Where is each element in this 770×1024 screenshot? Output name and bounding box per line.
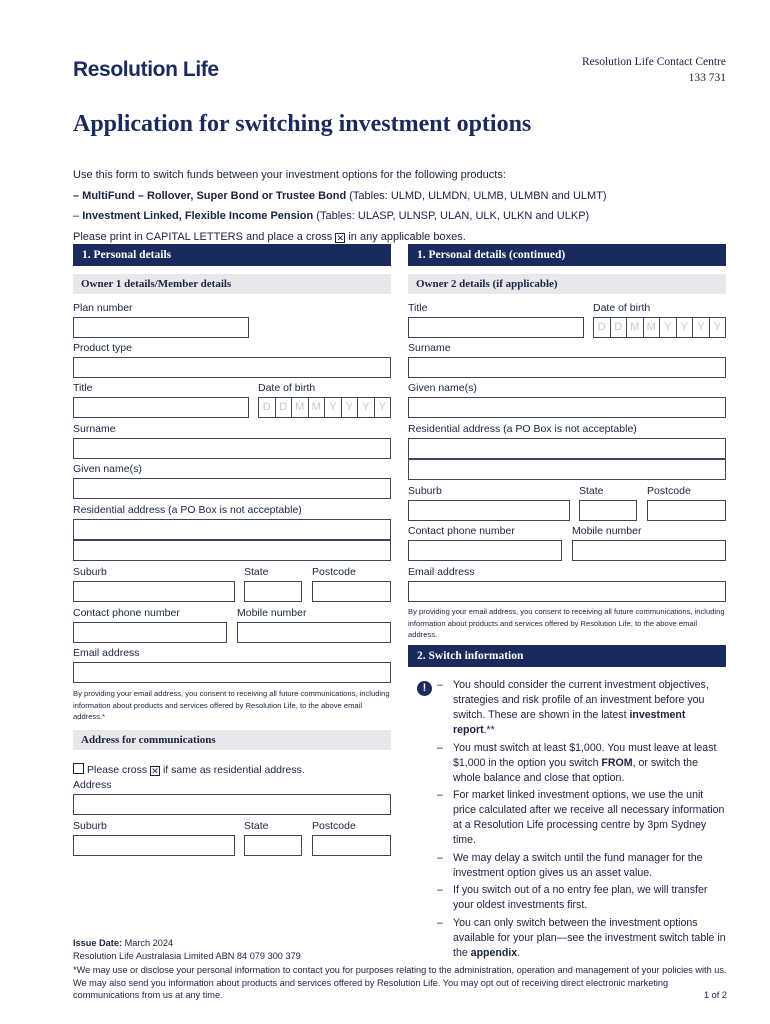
owner2-surname-label: Surname [408,342,451,354]
comm-state-label: State [244,820,269,832]
issue-date [73,937,403,950]
owner2-address-label: Residential address (a PO Box is not acceptable) [408,423,637,435]
intro-multifund-tables: (Tables: ULMD, ULMDN, ULMB, ULMBN and ULMT) [346,189,607,202]
footer-issue-block [73,937,403,962]
bullet-2-bold: FROM [601,756,633,769]
owner2-postcode-label: Postcode [647,485,691,497]
list-item [437,741,726,786]
section-1-continued-header: 1. Personal details (continued) [408,244,726,266]
comm-postcode-label: Postcode [312,820,356,832]
switch-info-list [437,678,726,963]
dob-cell: M [627,318,644,337]
page-title: Application for switching investment options [73,111,532,137]
comm-address-header: Address for communications [73,730,391,750]
comm-address-label: Address [73,779,112,791]
issue-date-label: Issue Date: [73,938,123,948]
intro-line-1: Use this form to switch funds between your investment options for the following products: [73,169,506,181]
comm-address-field[interactable] [73,794,391,815]
list-item [437,678,726,738]
dob-cell: Y [342,398,359,417]
owner1-state-label: State [244,566,269,578]
comm-suburb-label: Suburb [73,820,107,832]
contact-centre-phone: 133 731 [688,72,726,84]
owner1-dob-field[interactable] [258,397,391,418]
owner1-address-line2[interactable] [73,540,391,561]
list-item: – We may delay a switch until the fund manager for the investment option gives us an asset value. [437,851,726,881]
bullet-1-a: You should consider the current investment objectives, strategies and risk profile of an investment before you switch. These are shown in the latest [453,679,709,721]
owner2-suburb-label: Suburb [408,485,442,497]
intro-instruction-b: in any applicable boxes. [345,230,466,243]
issue-date-value: March 2024 [122,938,174,948]
section-2-header: 2. Switch information [408,645,726,667]
same-address-checkbox[interactable] [73,763,84,774]
owner2-state-field[interactable] [579,500,637,521]
footer-disclaimer: *We may use or disclose your personal information to contact you for purposes relating to the administration, operation and management of your policies with us. We may also send you information about products and services offered by Resolution Life. You may opt out of receiving direct electronic marketing communications from us at any time. [73,965,727,1000]
owner1-suburb-label: Suburb [73,566,107,578]
dob-cell: M [292,398,309,417]
owner1-email-field[interactable] [73,662,391,683]
dob-cell: Y [693,318,710,337]
owner2-address-line2[interactable] [408,459,726,480]
owner1-address-line1[interactable] [73,519,391,540]
product-type-field[interactable] [73,357,391,378]
owner1-given-names-label: Given name(s) [73,463,142,475]
owner1-email-label: Email address [73,647,140,659]
dob-cell: Y [358,398,375,417]
owner2-postcode-field[interactable] [647,500,726,521]
owner2-state-label: State [579,485,604,497]
owner2-mobile-field[interactable] [572,540,726,561]
company-line: Resolution Life Australasia Limited ABN 84 079 300 379 [73,950,301,961]
intro-dash: – [73,210,83,222]
dob-cell: M [644,318,661,337]
intro-investment-linked-tables: (Tables: ULASP, ULNSP, ULAN, ULK, ULKN and ULKP) [313,210,590,222]
intro-line-2 [73,186,733,207]
intro-instruction-a: Please print in CAPITAL LETTERS and place a cross [73,230,336,243]
same-address-text-b: if same as residential address. [160,764,305,776]
intro-text [73,165,733,247]
comm-suburb-field[interactable] [73,835,235,856]
dob-cell: D [611,318,628,337]
plan-number-field[interactable] [73,317,249,338]
bullet-2-a: You must switch at least $1,000. You must leave at least $1,000 in the option you switch [453,741,717,769]
alert-icon: ! [417,681,432,696]
section-1-header: 1. Personal details [73,244,391,266]
owner1-phone-field[interactable] [73,622,227,643]
dob-cell: D [276,398,293,417]
intro-investment-linked: Investment Linked, Flexible Income Pension [82,210,314,222]
owner2-phone-field[interactable] [408,540,562,561]
owner2-title-label: Title [408,302,428,314]
owner1-postcode-field[interactable] [312,581,391,602]
cross-box-icon: ✕ [151,766,159,776]
owner2-given-names-field[interactable] [408,397,726,418]
owner1-state-field[interactable] [244,581,302,602]
bullet-6-bold: appendix [470,946,518,959]
dob-cell: D [594,318,611,337]
dob-cell: Y [660,318,677,337]
owner2-phone-label: Contact phone number [408,525,515,537]
plan-number-label: Plan number [73,302,133,314]
owner1-postcode-label: Postcode [312,566,356,578]
dob-cell: Y [677,318,694,337]
list-item [437,916,726,961]
comm-postcode-field[interactable] [312,835,391,856]
list-item: – For market linked investment options, we use the unit price calculated after we receive all necessary information at a Resolution Life processing centre by 3pm Sydney time. [437,788,726,848]
owner1-suburb-field[interactable] [73,581,235,602]
bullet-6-a: You can only switch between the investment options available for your plan—see the investment switch table in the [453,916,726,959]
owner2-mobile-label: Mobile number [572,525,642,537]
owner2-suburb-field[interactable] [408,500,570,521]
owner2-title-field[interactable] [408,317,584,338]
dob-cell: Y [325,398,342,417]
cross-box-icon: ✕ [336,232,345,243]
owner2-surname-field[interactable] [408,357,726,378]
owner1-surname-field[interactable] [73,438,391,459]
owner2-dob-field[interactable] [593,317,726,338]
page-number: 1 of 2 [704,990,727,1000]
owner2-email-consent: By providing your email address, you consent to receiving all future communications, including information about products and services offered by Resolution Life, to the above email address. [408,607,725,639]
owner1-title-label: Title [73,382,93,394]
same-address-row [73,763,305,776]
owner1-given-names-field[interactable] [73,478,391,499]
dob-cell: D [259,398,276,417]
same-address-text-a: Please cross [87,764,151,776]
intro-line-3 [73,206,733,227]
intro-multifund: – MultiFund – Rollover, Super Bond or Trustee Bond [73,189,347,202]
owner1-dob-label: Date of birth [258,382,316,394]
dob-cell: Y [713,321,721,333]
owner1-title-field[interactable] [73,397,249,418]
bullet-6-b: . [517,946,521,959]
bullet-1-bold: investment report [453,709,686,736]
dob-cell: Y [378,401,386,413]
owner2-given-names-label: Given name(s) [408,382,477,394]
bullet-1-b: .** [483,724,495,736]
contact-centre-name: Resolution Life Contact Centre [581,56,726,68]
owner2-email-label: Email address [408,566,475,578]
owner1-phone-label: Contact phone number [73,607,180,619]
owner2-dob-label: Date of birth [593,302,651,314]
product-type-label: Product type [73,342,132,354]
list-item: – If you switch out of a no entry fee plan, we will transfer your oldest investments first. [437,883,726,913]
contact-centre [582,54,726,86]
dob-cell: M [309,398,326,417]
owner2-address-line1[interactable] [408,438,726,459]
owner1-mobile-field[interactable] [237,622,391,643]
comm-state-field[interactable] [244,835,302,856]
owner2-email-field[interactable] [408,581,726,602]
owner1-surname-label: Surname [73,423,116,435]
owner-1-header: Owner 1 details/Member details [73,274,391,294]
owner1-address-label: Residential address (a PO Box is not acceptable) [73,504,302,516]
bullet-2-b: , or switch the whole balance and close that option. [453,756,698,784]
owner1-mobile-label: Mobile number [237,607,307,619]
owner-2-header: Owner 2 details (if applicable) [408,274,726,294]
owner1-email-consent: By providing your email address, you consent to receiving all future communications, including information about products and services offered by Resolution Life, to the above email address.* [73,689,390,721]
resolution-life-logo: Resolution Life [73,58,219,81]
